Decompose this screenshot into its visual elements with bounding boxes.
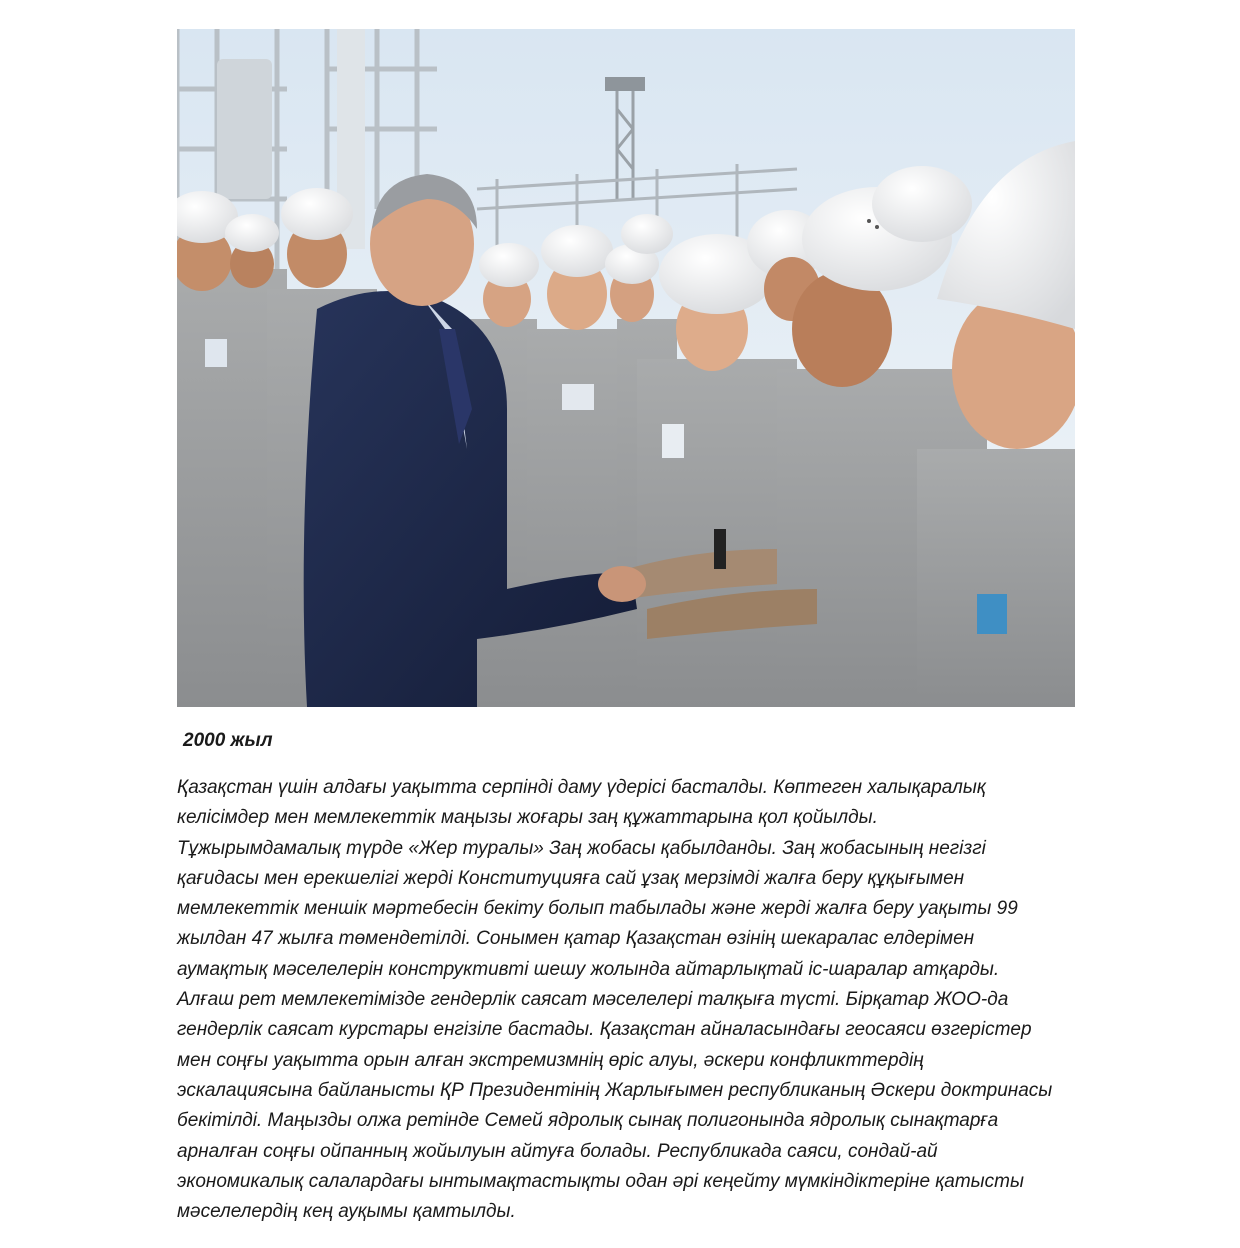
- paragraph-line: Алғаш рет мемлекетімізде гендерлік саясат мәселелері талқыға түсті. Бірқатар ЖОО-да: [177, 989, 1009, 1011]
- paragraph-line: мәселелердің кең ауқымы қамтылды.: [177, 1201, 516, 1223]
- paragraph-line: экономикалық салалардағы ынтымақтастықты одан әрі кеңейту мүмкіндіктеріне қатысты: [177, 1170, 1024, 1192]
- paragraph-line: қағидасы мен ерекшелігі жерді Конституцияға сай ұзақ мерзімді жалға беру құқығымен: [177, 867, 965, 889]
- paragraph-line: гендерлік саясат курстары енгізіле бастады. Қазақстан айналасындағы геосаяси өзгерістер: [177, 1019, 1032, 1041]
- paragraph-line: эскалациясына байланысты ҚР Президентінің Жарлығымен республиканың Әскери доктринасы: [177, 1079, 1053, 1101]
- paragraph-line: аумақтық мәселелерін конструктивті шешу жолында айтарлықтай іс-шаралар атқарды.: [177, 958, 1000, 980]
- paragraph-line: Тұжырымдамалық түрде «Жер туралы» Заң жобасы қабылданды. Заң жобасының негізгі: [177, 837, 986, 859]
- event-photo: [177, 29, 1075, 707]
- paragraph-line: келісімдер мен мемлекеттік маңызы жоғары заң құжаттарына қол қойылды.: [177, 807, 878, 829]
- paragraph-line: арналған соңғы ойпанның жойылуын айтуға болады. Республикада саяси, сондай-ай: [177, 1140, 938, 1162]
- photo-caption: 2000 жыл: [183, 730, 273, 751]
- paragraph-line: Қазақстан үшін алдағы уақытта серпінді даму үдерісі басталды. Көптеген халықаралық: [177, 777, 986, 798]
- paragraph-line: мемлекеттік меншік мәртебесін бекіту болып табылады және жерді жалға беру уақыты 99: [177, 898, 1018, 920]
- paragraph-line: мен соңғы уақытта орын алған экстремизмнің өріс алуы, әскери конфликттердің: [177, 1049, 924, 1071]
- paragraph-line: бекітілді. Маңызды олжа ретінде Семей ядролық сынақ полигонында ядролық сынақтарға: [177, 1110, 999, 1132]
- history-paragraph: [177, 773, 1157, 1227]
- paragraph-line: жылдан 47 жылға төмендетілді. Сонымен қатар Қазақстан өзінің шекаралас елдерімен: [177, 928, 975, 950]
